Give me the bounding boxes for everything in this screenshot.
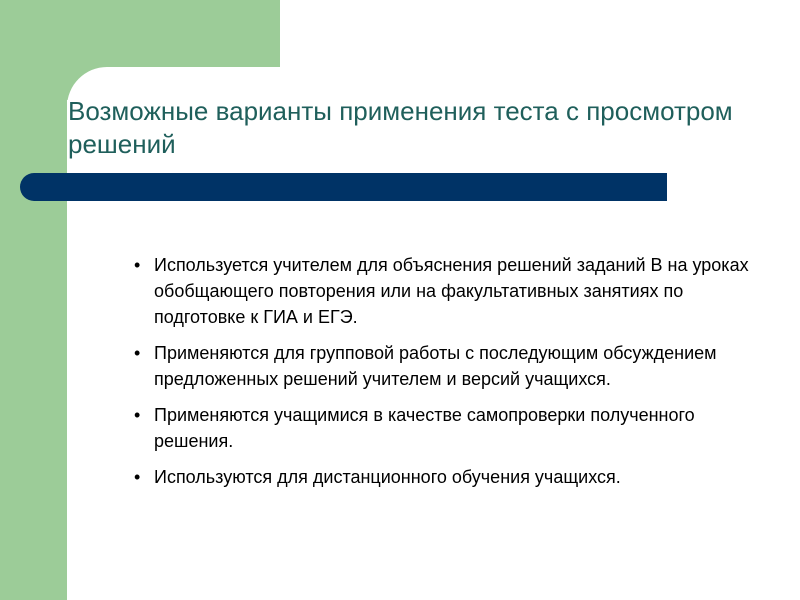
bullet-item: [134, 252, 774, 330]
bullet-text: Используется учителем для объяснения решений заданий В на уроках обобщающего повторения или на факультативных занятиях по подготовке к ГИА и ЕГЭ.: [154, 255, 749, 327]
bullet-icon: •: [134, 467, 141, 487]
bullet-text: Используются для дистанционного обучения учащихся.: [154, 467, 621, 487]
slide-title: Возможные варианты применения теста с просмотром решений: [68, 96, 733, 159]
bullet-list: [134, 252, 774, 500]
title-underline-bar: [20, 173, 667, 201]
bullet-text: Применяются для групповой работы с последующим обсуждением предложенных решений учителем и версий учащихся.: [154, 343, 717, 389]
bullet-icon: •: [134, 405, 141, 425]
decorative-green-column: [0, 0, 67, 600]
bullet-item: [134, 464, 774, 490]
bullet-icon: •: [134, 255, 141, 275]
bullet-icon: •: [134, 343, 141, 363]
bullet-text: Применяются учащимися в качестве самопроверки полученного решения.: [154, 405, 695, 451]
bullet-item: [134, 402, 774, 454]
bullet-item: [134, 340, 774, 392]
